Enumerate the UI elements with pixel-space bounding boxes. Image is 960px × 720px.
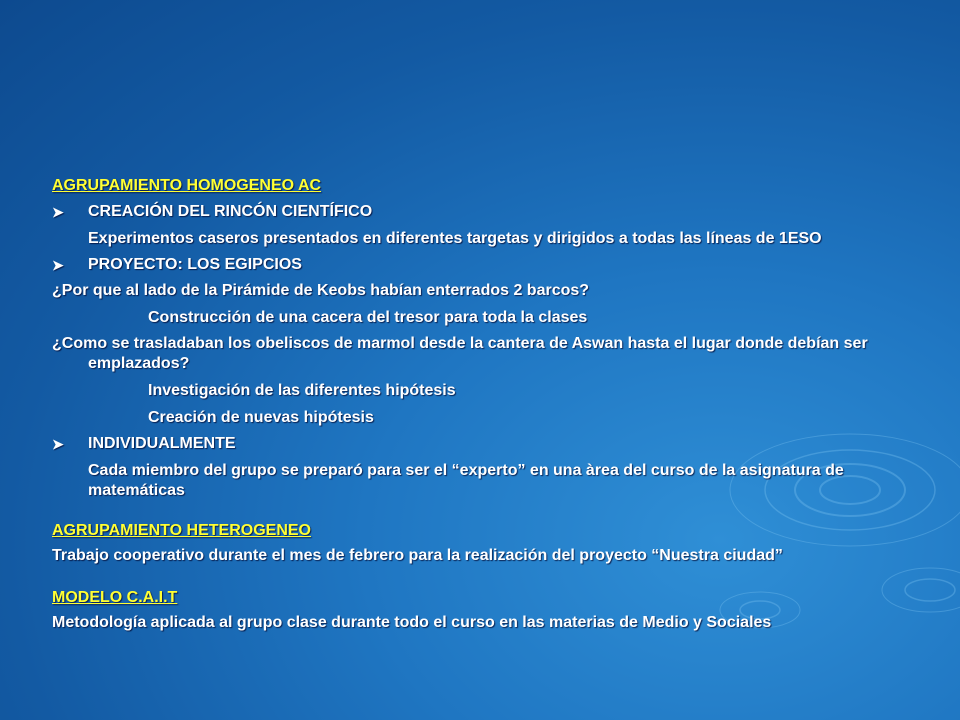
- heading-modelo: MODELO C.A.I.T: [52, 589, 178, 606]
- bullet-label: PROYECTO: LOS EGIPCIOS: [88, 256, 302, 273]
- arrowhead-bullet-icon: ➤: [52, 257, 64, 273]
- question-text: ¿Como se trasladaban los obeliscos de marmol desde la cantera de Aswan hasta el lugar donde debían ser emplazados?: [52, 335, 868, 372]
- bullet-item-egipcios: [52, 255, 912, 275]
- question-text: ¿Por que al lado de la Pirámide de Keobs habían enterrados 2 barcos?: [52, 282, 590, 299]
- bullet-item-individual: [52, 434, 912, 454]
- heading-homogeneo: AGRUPAMIENTO HOMOGENEO AC: [52, 177, 322, 194]
- slide-body: [52, 176, 912, 633]
- question-detail: Investigación de las diferentes hipótesis: [148, 382, 456, 399]
- arrowhead-bullet-icon: ➤: [52, 204, 64, 220]
- bullet-item-rincon: [52, 202, 912, 222]
- bullet-detail: Experimentos caseros presentados en diferentes targetas y dirigidos a todas las líneas de 1ESO: [88, 230, 822, 247]
- paragraph-text: Trabajo cooperativo durante el mes de febrero para la realización del proyecto “Nuestra ciudad”: [52, 547, 783, 564]
- paragraph-text: Metodología aplicada al grupo clase durante todo el curso en las materias de Medio y Sociales: [52, 614, 772, 631]
- arrowhead-bullet-icon: ➤: [52, 436, 64, 452]
- bullet-label: INDIVIDUALMENTE: [88, 435, 236, 452]
- question-detail: Construcción de una cacera del tresor para toda la clases: [148, 309, 588, 326]
- question-detail: Creación de nuevas hipótesis: [148, 409, 374, 426]
- heading-heterogeneo: AGRUPAMIENTO HETEROGENEO: [52, 522, 311, 539]
- bullet-detail: Cada miembro del grupo se preparó para ser el “experto” en una àrea del curso de la asignatura de matemáticas: [88, 462, 844, 499]
- bullet-label: CREACIÓN DEL RINCÓN CIENTÍFICO: [88, 203, 373, 220]
